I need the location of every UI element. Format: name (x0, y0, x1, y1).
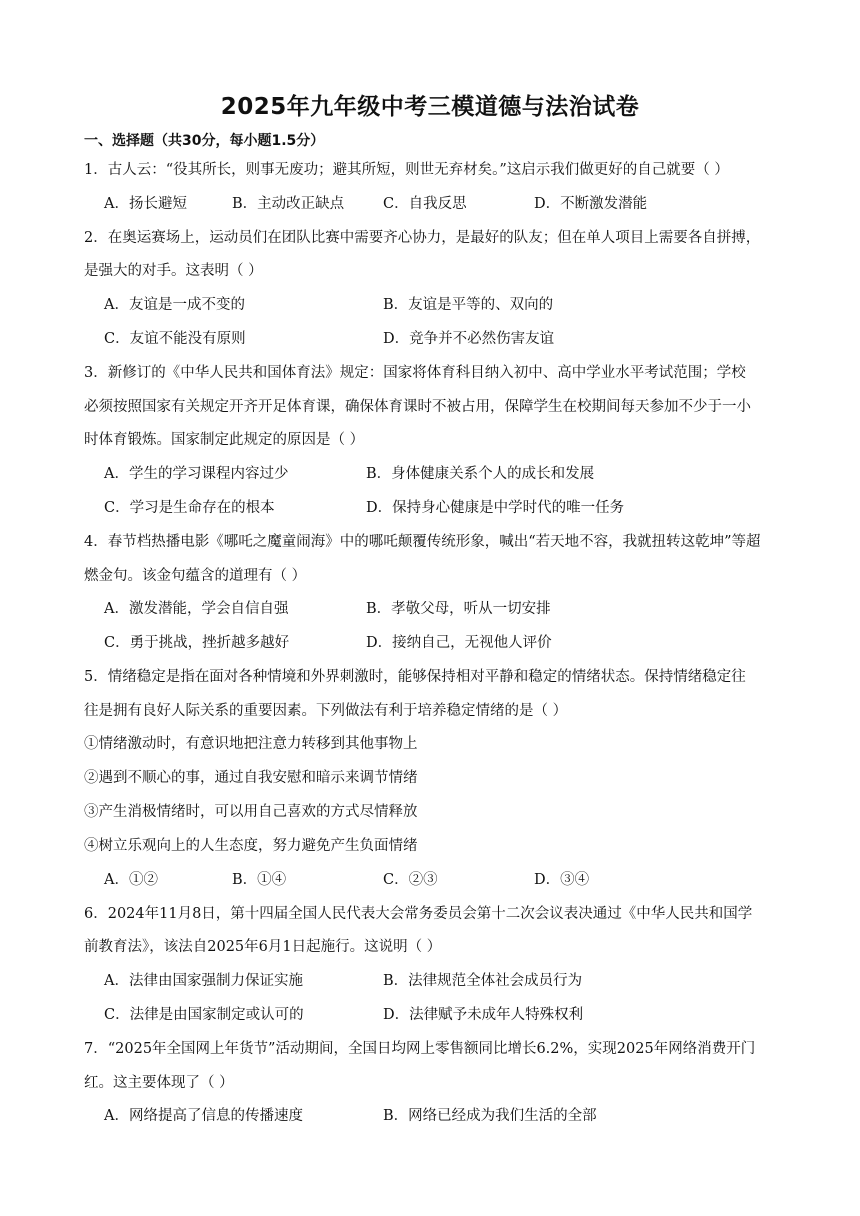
question-3-stem-cont1: 必须按照国家有关规定开齐开足体育课，确保体育课时不被占用，保障学生在校期间每天参加不少于一小 (84, 399, 751, 415)
q1-option-c: C．自我反思 (383, 196, 467, 212)
q5-statement-2: ②遇到不顺心的事，通过自我安慰和暗示来调节情绪 (84, 770, 418, 786)
question-4-stem: 4．春节档热播电影《哪吒之魔童闹海》中的哪吒颠覆传统形象，喊出“若天地不容，我就扭转这乾坤”等超 (84, 534, 761, 550)
q6-option-b: B．法律规范全体社会成员行为 (383, 973, 583, 989)
question-7-stem-cont: 红。这主要体现了（ ） (84, 1075, 234, 1091)
q3-option-b: B．身体健康关系个人的成长和发展 (366, 466, 595, 482)
q5-statement-3: ③产生消极情绪时，可以用自己喜欢的方式尽情释放 (84, 804, 418, 820)
q5-option-d: D．③④ (534, 872, 590, 888)
q7-option-a: A．网络提高了信息的传播速度 (104, 1108, 303, 1124)
question-5-stem: 5．情绪稳定是指在面对各种情境和外界刺激时，能够保持相对平静和稳定的情绪状态。保持情绪稳定往 (84, 669, 746, 685)
q7-option-b: B．网络已经成为我们生活的全部 (383, 1108, 597, 1124)
q2-option-d: D．竞争并不必然伤害友谊 (383, 331, 555, 347)
q3-option-a: A．学生的学习课程内容过少 (104, 466, 289, 482)
q3-option-d: D．保持身心健康是中学时代的唯一任务 (366, 500, 625, 516)
page-title: 2025年九年级中考三模道德与法治试卷 (220, 94, 640, 120)
q6-option-d: D．法律赋予未成年人特殊权利 (383, 1007, 584, 1023)
q4-option-d: D．接纳自己，无视他人评价 (366, 635, 552, 651)
q4-option-b: B．孝敬父母，听从一切安排 (366, 601, 551, 617)
q6-option-a: A．法律由国家强制力保证实施 (104, 973, 303, 989)
q2-option-b: B．友谊是平等的、双向的 (383, 297, 554, 313)
question-1-stem: 1．古人云：“役其所长，则事无废功；避其所短，则世无弃材矣。”这启示我们做更好的自己就要（ ） (84, 162, 729, 178)
q2-option-a: A．友谊是一成不变的 (104, 297, 245, 313)
question-6-stem-cont: 前教育法》，该法自2025年6月1日起施行。这说明（ ） (84, 939, 442, 955)
question-6-stem: 6．2024年11月8日，第十四届全国人民代表大会常务委员会第十二次会议表决通过《中华人民共和国学 (84, 906, 753, 922)
question-2-stem-cont: 是强大的对手。这表明（ ） (84, 263, 263, 279)
q5-option-a: A．①② (104, 872, 158, 888)
q1-option-a: A．扬长避短 (104, 196, 187, 212)
q1-option-d: D．不断激发潜能 (534, 196, 648, 212)
question-2-stem: 2．在奥运赛场上，运动员们在团队比赛中需要齐心协力，是最好的队友；但在单人项目上需要各自拼搏， (84, 230, 761, 246)
q5-statement-4: ④树立乐观向上的人生态度，努力避免产生负面情绪 (84, 838, 418, 854)
q6-option-c: C．法律是由国家制定或认可的 (104, 1007, 304, 1023)
q2-option-c: C．友谊不能没有原则 (104, 331, 246, 347)
question-5-stem-cont: 往是拥有良好人际关系的重要因素。下列做法有利于培养稳定情绪的是（ ） (84, 703, 568, 719)
question-3-stem: 3．新修订的《中华人民共和国体育法》规定：国家将体育科目纳入初中、高中学业水平考试范围；学校 (84, 365, 746, 381)
q5-option-c: C．②③ (383, 872, 438, 888)
q5-option-b: B．①④ (232, 872, 287, 888)
q4-option-c: C．勇于挑战，挫折越多越好 (104, 635, 290, 651)
section-heading: 一、选择题（共30分，每小题1.5分） (84, 133, 325, 149)
q3-option-c: C．学习是生命存在的根本 (104, 500, 275, 516)
q4-option-a: A．激发潜能，学会自信自强 (104, 601, 289, 617)
question-7-stem: 7．“2025年全国网上年货节”活动期间，全国日均网上零售额同比增长6.2%，实现2025年网络消费开门 (84, 1041, 756, 1057)
q1-option-b: B．主动改正缺点 (232, 196, 345, 212)
question-3-stem-cont2: 时体育锻炼。国家制定此规定的原因是（ ） (84, 432, 365, 448)
q5-statement-1: ①情绪激动时，有意识地把注意力转移到其他事物上 (84, 736, 418, 752)
question-4-stem-cont: 燃金句。该金句蕴含的道理有（ ） (84, 568, 307, 584)
